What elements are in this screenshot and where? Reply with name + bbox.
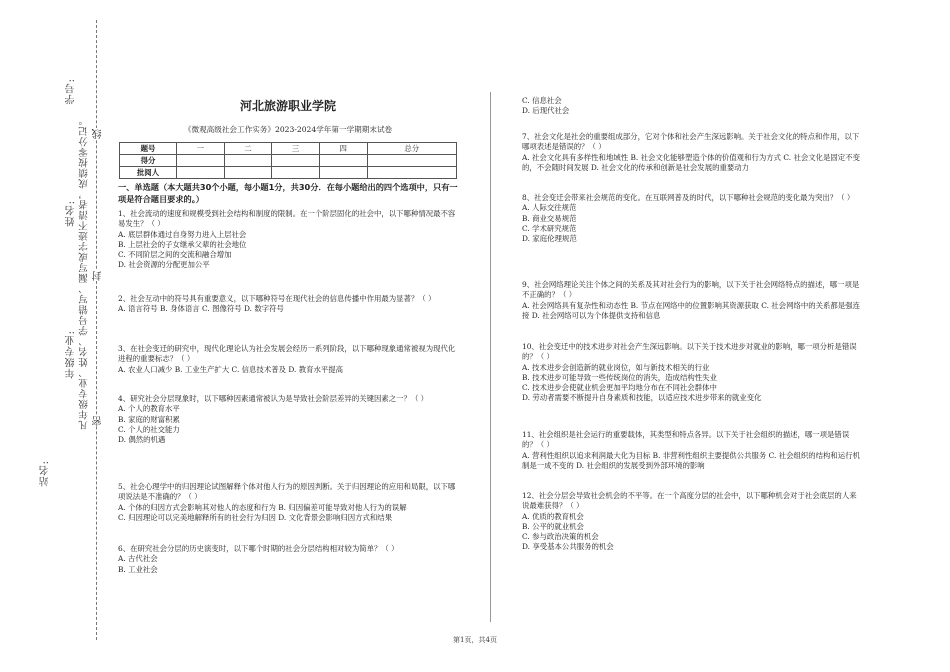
score-col-header: 二 [224, 143, 272, 155]
question-stem: 10、社会变迁中的技术进步对社会产生深远影响。以下关于技术进步对就业的影响，哪一项分析是错误的？（ ） [522, 342, 857, 362]
option: A. 营利性组织以追求利润最大化为目标 B. 非营利性组织主要提供公共服务 C. 社会组织的结构和运行机制是一成不变的 D. 社会组织的发展受到外部环境的影响 [522, 450, 860, 470]
question-stem: 11、社会组织是社会运行的重要载体，其类型和特点各异。以下关于社会组织的描述，哪一项是错误的？（ ） [522, 430, 850, 450]
question-7 [522, 132, 862, 173]
option: A. 古代社会 [118, 554, 158, 564]
option: C. 不同阶层之间的交流和融合增加 [118, 250, 232, 260]
option: A. 个体的归因方式会影响其对他人的态度和行为 B. 归因偏差可能导致对他人行为的误解 [118, 502, 407, 512]
option: C. 参与政治决策的机会 [522, 532, 599, 542]
option: B. 商业交易规范 [522, 213, 577, 223]
option: D. 享受基本公共服务的机会 [522, 542, 614, 552]
question-stem: 6、在研究社会分层的历史演变时，以下哪个时期的社会分层结构相对较为简单？（ ） [118, 544, 399, 553]
question-stem: 2、社会互动中的符号具有重要意义，以下哪种符号在现代社会的信息传播中作用最为显著？（ ） [118, 294, 436, 303]
option: A. 个人的教育水平 [118, 404, 180, 414]
option: C. 信息社会 [522, 96, 562, 105]
seal-mark-mi: 密 [93, 415, 104, 426]
option: C. 技术进步会使就业机会更加平均地分布在不同社会群体中 [522, 383, 717, 393]
name-label: 姓名: [66, 200, 77, 227]
score-col-header: 题号 [120, 143, 177, 155]
option: A. 社会网络具有复杂性和动态性 B. 节点在网络中的位置影响其资源获取 C. 社会网络中的关系都是强连接 D. 社会网络可以为个体提供支持和信息 [522, 300, 860, 320]
option: A. 底层群体通过自身努力进入上层社会 [118, 229, 247, 239]
grader-cell [177, 167, 225, 179]
question-3 [118, 344, 458, 375]
score-cell [177, 155, 225, 167]
grader-row-label: 批阅人 [120, 167, 177, 179]
option: B. 家庭的财富积累 [118, 414, 180, 424]
score-cell [367, 155, 457, 167]
question-4 [118, 394, 458, 445]
question-8 [522, 193, 862, 244]
score-cell [319, 155, 367, 167]
option: A. 社会文化具有多样性和地域性 B. 社会文化能够塑造个体的价值观和行为方式 C. 社会文化是固定不变的，不会随时间发展 D. 社会文化的传承和创新是社会发展的重要动力 [522, 152, 860, 172]
question-stem: 5、社会心理学中的归因理论试图解释个体对他人行为的原因判断。关于归因理论的应用和局限，以下哪项说法是不准确的？（ ） [118, 482, 456, 502]
score-row-label: 得分 [120, 155, 177, 167]
option: A. 人际交往规范 [522, 203, 577, 213]
question-stem: 9、社会网络理论关注个体之间的关系及其对社会行为的影响，以下关于社会网络特点的描述，哪一项是不正确的？（ ） [522, 280, 860, 300]
grader-cell [319, 167, 367, 179]
page-number: 第1页，共4页 [453, 636, 497, 644]
question-6 [118, 544, 458, 575]
seal-mark-xian: 线 [93, 128, 104, 139]
option: D. 后现代社会 [522, 106, 570, 116]
student-id-label: 学号: [66, 78, 77, 105]
question-stem: 1、社会流动的速度和规模受到社会结构和制度的限制。在一个阶层固化的社会中，以下哪种情况最不容易发生？（ ） [118, 209, 456, 229]
option: B. 上层社会的子女继承父辈的社会地位 [118, 239, 247, 249]
binding-margin [0, 0, 110, 672]
question-2 [118, 294, 458, 315]
option: B. 技术进步可能导致一些传统岗位的消失，造成结构性失业 [522, 372, 717, 382]
option: C. 学术研究规范 [522, 223, 577, 233]
score-col-header: 总分 [367, 143, 457, 155]
grader-cell [272, 167, 320, 179]
question-stem: 7、社会文化是社会的重要组成部分，它对个体和社会产生深远影响。关于社会文化的特点和作用，以下哪项表述是错误的？（ ） [522, 132, 860, 152]
question-12 [522, 491, 862, 553]
option: D. 社会资源的分配更加公平 [118, 260, 210, 270]
question-5 [118, 482, 458, 523]
option: C. 归因理论可以完美地解释所有的社会行为归因 D. 文化背景会影响归因方式和结果 [118, 512, 393, 522]
option: A. 优质的教育机会 [522, 511, 584, 521]
score-table-header-row [120, 143, 457, 155]
option: A. 语言符号 B. 身体语言 C. 图像符号 D. 数字符号 [118, 304, 284, 314]
score-cell [272, 155, 320, 167]
binding-instruction: 凡年级专业、姓名、学号错写、漏写或字迹不清者，成绩按零分记。 [79, 115, 90, 430]
option: D. 家庭伦理规范 [522, 234, 577, 244]
score-row [120, 155, 457, 167]
question-6-continued [522, 96, 862, 117]
option: D. 偶然的机遇 [118, 435, 166, 445]
option: C. 个人的社交能力 [118, 424, 180, 434]
grader-cell [224, 167, 272, 179]
seal-line [96, 20, 97, 640]
option: A. 技术进步会创造新的就业岗位，如与新技术相关的行业 [522, 362, 710, 372]
question-stem: 8、社会变迁会带来社会规范的变化。在互联网普及的时代，以下哪种社会规范的变化最为突出？（ ） [522, 193, 855, 202]
score-col-header: 四 [319, 143, 367, 155]
score-table [119, 142, 457, 179]
class-label: 年级专业: [66, 330, 77, 379]
column-divider [490, 92, 491, 622]
question-9 [522, 280, 862, 321]
question-11 [522, 430, 862, 471]
grader-row [120, 167, 457, 179]
seal-mark-feng: 封 [93, 270, 104, 281]
option: D. 劳动者需要不断提升自身素质和技能，以适应技术进步带来的就业变化 [522, 393, 762, 403]
score-cell [224, 155, 272, 167]
question-stem: 4、研究社会分层现象时，以下哪种因素通常被认为是导致社会阶层差异的关键因素之一？（ ） [118, 394, 429, 403]
option: B. 公平的就业机会 [522, 521, 584, 531]
question-stem: 3、在社会变迁的研究中，现代化理论认为社会发展会经历一系列阶段，以下哪种现象通常被视为现代化进程的重要标志？（ ） [118, 344, 456, 364]
question-stem: 12、社会分层会导致社会机会的不平等。在一个高度分层的社会中，以下哪种机会对于社会底层的人来说最难获得？（ ） [522, 491, 857, 511]
school-label: 站名: [40, 460, 51, 487]
score-col-header: 一 [177, 143, 225, 155]
school-title: 河北旅游职业学院 [239, 99, 336, 113]
score-col-header: 三 [272, 143, 320, 155]
option: A. 农业人口减少 B. 工业生产扩大 C. 信息技术普及 D. 教育水平提高 [118, 364, 344, 374]
question-1 [118, 209, 458, 271]
exam-title: 《微观高级社会工作实务》2023-2024学年第一学期期末试卷 [183, 125, 393, 134]
section-heading: 一、单选题（本大题共30个小题，每小题1分，共30分．在每小题给出的四个选项中，只有一项是符合题目要求的。） [118, 182, 458, 204]
option: B. 工业社会 [118, 564, 158, 574]
grader-cell [367, 167, 457, 179]
question-10 [522, 342, 862, 404]
